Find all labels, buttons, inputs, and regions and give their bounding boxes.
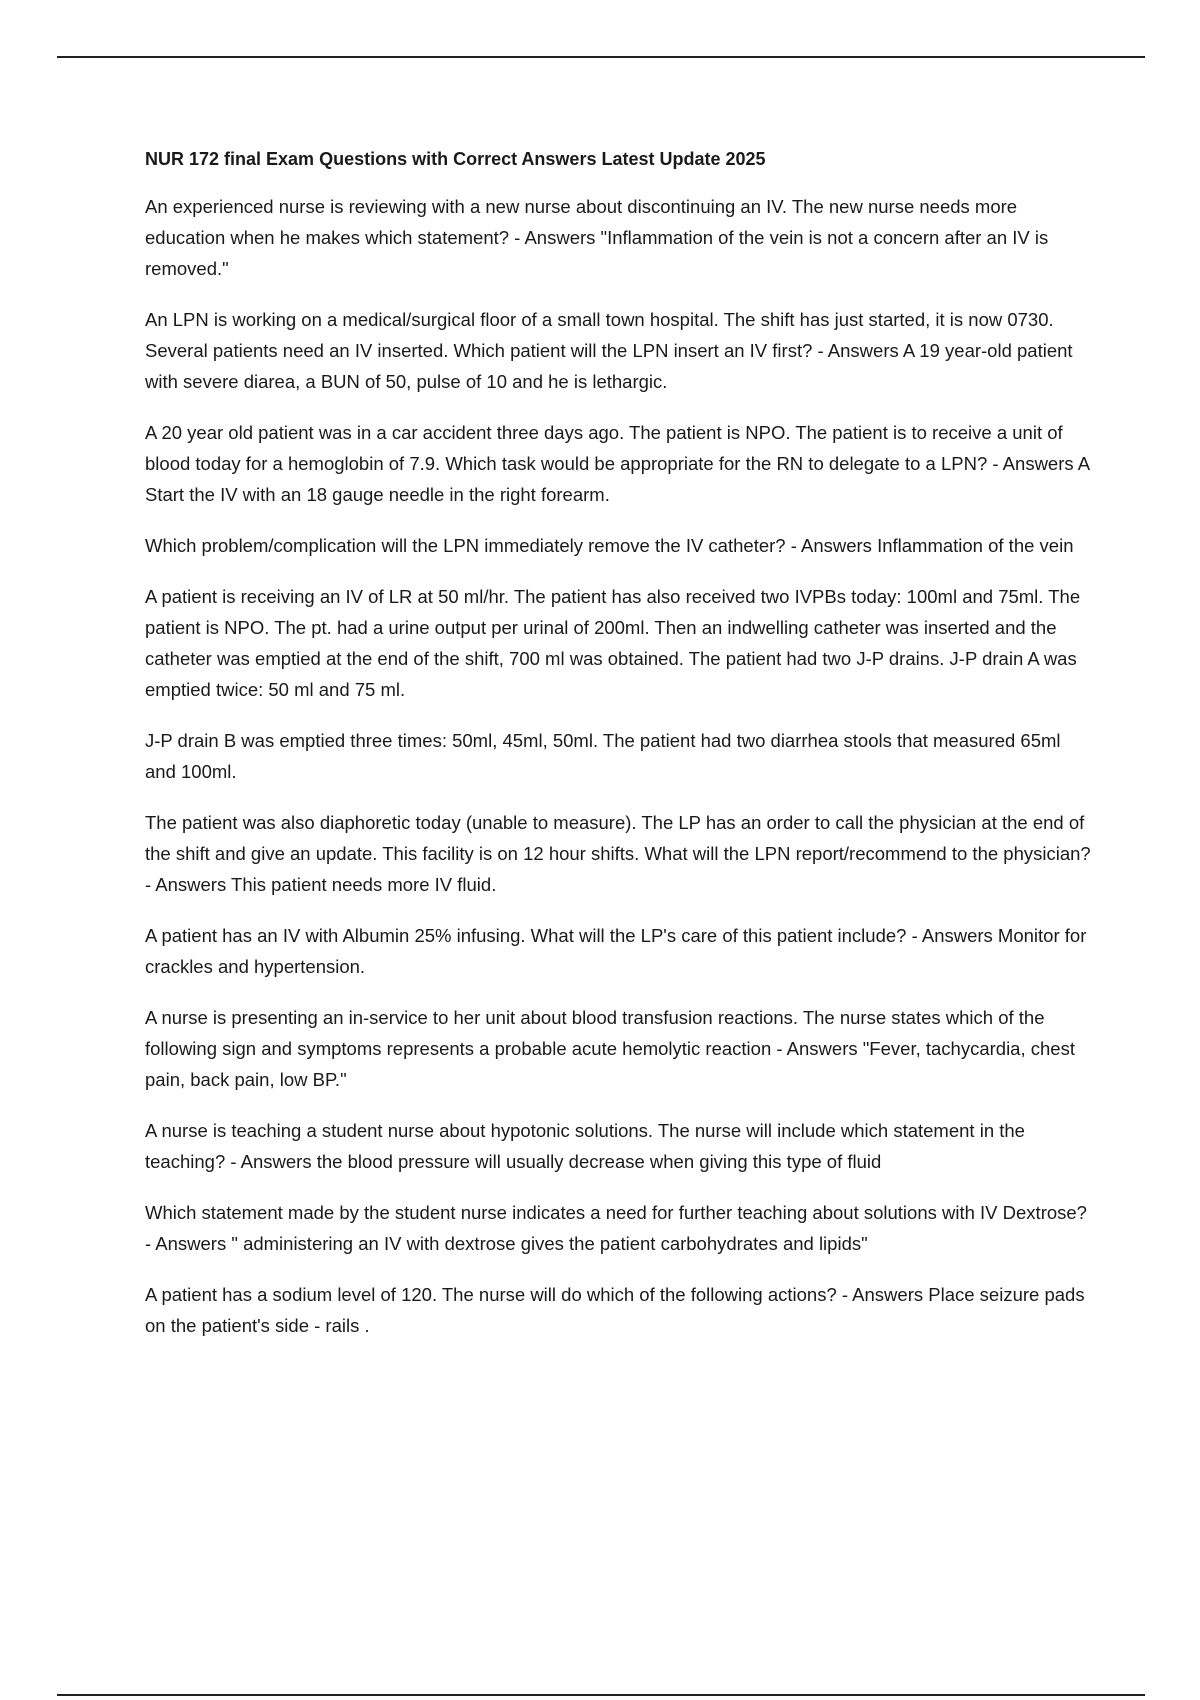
question-answer-1: An experienced nurse is reviewing with a new nurse about discontinuing an IV. The new nurse needs more education when he makes which statement? - Answers "Inflammation of the vein is not a concern after an IV is removed." bbox=[145, 196, 1049, 279]
question-answer-11: Which statement made by the student nurse indicates a need for further teaching about solutions with IV Dextrose? - Answers " administering an IV with dextrose gives the patient carbohydrates and lipids" bbox=[145, 1202, 1087, 1254]
question-answer-8: A patient has an IV with Albumin 25% infusing. What will the LP's care of this patient include? - Answers Monitor for crackles and hypertension. bbox=[145, 925, 1087, 977]
question-answer-9: A nurse is presenting an in-service to her unit about blood transfusion reactions. The nurse states which of the following sign and symptoms represents a probable acute hemolytic reaction - Answers "Fever, tachycardia, chest pain, back pain, low BP." bbox=[145, 1007, 1075, 1090]
bottom-divider bbox=[57, 1694, 1145, 1696]
question-answer-2: An LPN is working on a medical/surgical floor of a small town hospital. The shift has just started, it is now 0730. Several patients need an IV inserted. Which patient will the LPN insert an IV first? - Answers A 19 year-old patient with severe diarea, a BUN of 50, pulse of 10 and he is lethargic. bbox=[145, 309, 1073, 392]
question-answer-7: The patient was also diaphoretic today (unable to measure). The LP has an order to call the physician at the end of the shift and give an update. This facility is on 12 hour shifts. What will the LPN report/recommend to the physician? - Answers This patient needs more IV fluid. bbox=[145, 812, 1091, 895]
question-answer-12: A patient has a sodium level of 120. The nurse will do which of the following actions? - Answers Place seizure pads on the patient's side - rails . bbox=[145, 1284, 1085, 1336]
question-answer-5: A patient is receiving an IV of LR at 50 ml/hr. The patient has also received two IVPBs today: 100ml and 75ml. The patient is NPO. The pt. had a urine output per urinal of 200ml. Then an indwelling catheter was inserted and the catheter was emptied at the end of the shift, 700 ml was obtained. The patient had two J-P drains. J-P drain A was emptied twice: 50 ml and 75 ml. bbox=[145, 586, 1081, 700]
question-answer-6: J-P drain B was emptied three times: 50ml, 45ml, 50ml. The patient had two diarrhea stools that measured 65ml and 100ml. bbox=[145, 730, 1061, 782]
question-answer-4: Which problem/complication will the LPN immediately remove the IV catheter? - Answers Inflammation of the vein bbox=[145, 535, 1074, 556]
document-title: NUR 172 final Exam Questions with Correct Answers Latest Update 2025 bbox=[145, 149, 766, 169]
question-answer-10: A nurse is teaching a student nurse about hypotonic solutions. The nurse will include which statement in the teaching? - Answers the blood pressure will usually decrease when giving this type of fluid bbox=[145, 1120, 1025, 1172]
top-divider bbox=[57, 56, 1145, 58]
document-body bbox=[145, 144, 1095, 1361]
question-answer-3: A 20 year old patient was in a car accident three days ago. The patient is NPO. The patient is to receive a unit of blood today for a hemoglobin of 7.9. Which task would be appropriate for the RN to delegate to a LPN? - Answers A Start the IV with an 18 gauge needle in the right forearm. bbox=[145, 422, 1090, 505]
